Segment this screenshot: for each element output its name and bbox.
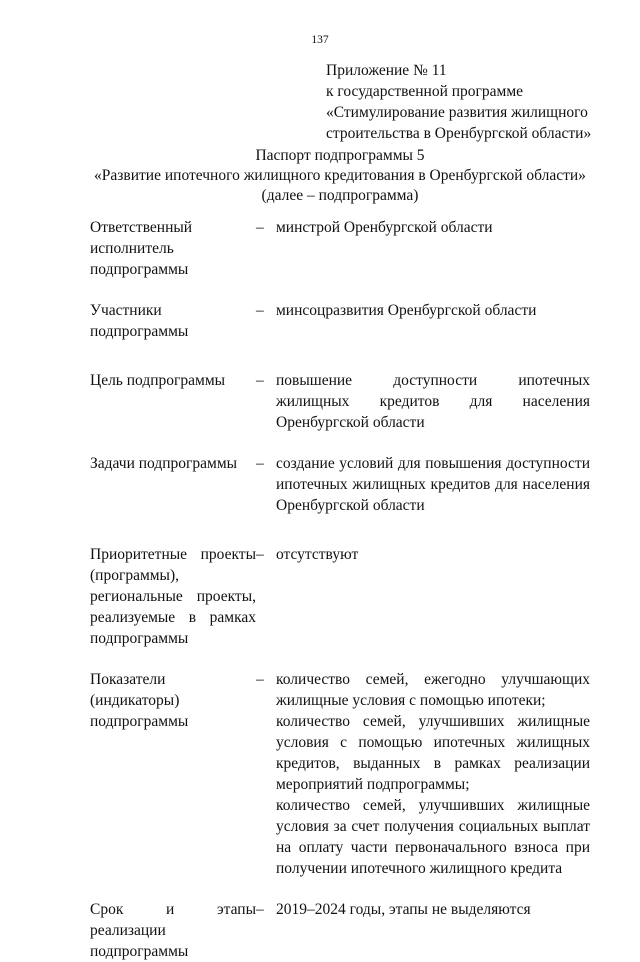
row-label: Приоритетные проекты (программы), региональные проекты, реализуемые в рамках подпрограммы <box>90 546 256 647</box>
title-line: Паспорт подпрограммы 5 <box>255 147 425 164</box>
row-label: Задачи подпрограммы <box>90 455 238 472</box>
passport-row <box>90 453 590 516</box>
row-value: повышение доступности ипотечных жилищных кредитов для населения Оренбургской области <box>276 372 590 431</box>
passport-title <box>60 146 620 206</box>
row-dash: – <box>256 671 264 688</box>
passport-row <box>90 544 590 649</box>
indicator-item: количество семей, ежегодно улучшающих жилищные условия с помощью ипотеки; <box>276 671 590 709</box>
passport-row <box>90 370 590 433</box>
title-line: «Развитие ипотечного жилищного кредитования в Оренбургской области» <box>94 167 586 184</box>
row-value: отсутствуют <box>276 546 359 563</box>
row-value: 2019–2024 годы, этапы не выделяются <box>276 901 531 918</box>
appendix-block <box>326 60 626 144</box>
appendix-line: «Стимулирование развития жилищного <box>326 104 588 121</box>
page-number: 137 <box>311 34 329 46</box>
row-label: Цель подпрограммы <box>90 372 226 389</box>
row-dash: – <box>256 901 264 918</box>
passport-row <box>90 300 590 342</box>
appendix-line: строительства в Оренбургской области» <box>326 125 592 142</box>
row-label: Ответственный исполнитель подпрограммы <box>90 219 193 278</box>
row-dash: – <box>256 302 264 319</box>
title-line: (далее – подпрограмма) <box>261 187 419 204</box>
row-dash: – <box>256 219 264 236</box>
indicator-item: количество семей, улучшивших жилищные условия с помощью ипотечных жилищных кредитов, выданных в рамках реализации мероприятий подпрограммы; <box>276 713 590 793</box>
indicator-item: количество семей, улучшивших жилищные условия за счет получения социальных выплат на оплату части первоначального взноса при получении ипотечного жилищного кредита <box>276 797 590 877</box>
row-dash: – <box>256 546 264 563</box>
row-value: минсоцразвития Оренбургской области <box>276 302 537 319</box>
row-label: Участники подпрограммы <box>90 302 189 340</box>
passport-row <box>90 217 590 280</box>
row-dash: – <box>256 372 264 389</box>
appendix-line: Приложение № 11 <box>326 62 447 79</box>
passport-row <box>90 669 590 879</box>
passport-row <box>90 899 590 962</box>
row-value <box>276 669 590 879</box>
row-dash: – <box>256 455 264 472</box>
row-value: минстрой Оренбургской области <box>276 219 493 236</box>
row-value: создание условий для повышения доступности ипотечных жилищных кредитов для населения Оренбургской области <box>276 455 590 514</box>
appendix-line: к государственной программе <box>326 83 524 100</box>
passport-table <box>90 217 590 962</box>
row-label: Показатели (индикаторы) подпрограммы <box>90 671 189 730</box>
row-label: Срок и этапы реализации подпрограммы <box>90 901 256 960</box>
